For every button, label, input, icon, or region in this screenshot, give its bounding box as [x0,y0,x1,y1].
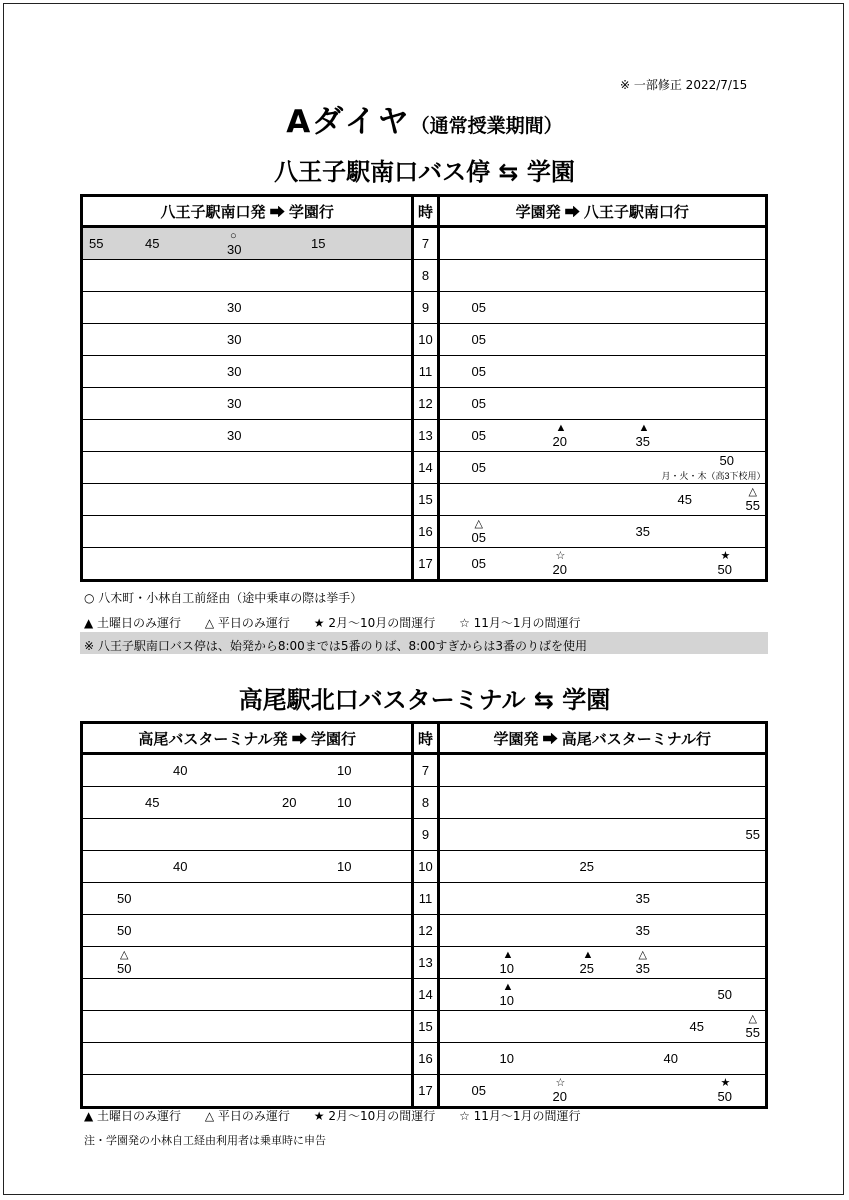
timetable-row [82,754,767,787]
star-filled-icon: ★ [720,1077,731,1089]
hour-header: 時 [413,196,438,227]
departures-return [438,420,766,452]
departures-return [438,452,766,484]
star-filled-icon: ★ [720,550,731,562]
departures-return [438,754,766,787]
timetable-row [82,548,767,581]
hour-cell: 8 [413,787,438,819]
departures-return [438,292,766,324]
section1-title: 八王子駅南口バス停 ⇆ 学園 [274,158,575,186]
departure-minute: 45 [145,795,160,810]
timetable-row [82,819,767,851]
legend-nov-jan: ☆ 11月～1月の間運行 [459,1109,581,1123]
departures-return [438,227,766,260]
departures-outbound [82,1043,413,1075]
page-title [0,96,849,141]
departure-minute: 50 [717,562,733,577]
departure-minute: 20 [552,562,568,577]
left-header: 高尾バスターミナル発 ➡ 学園行 [82,723,413,754]
hour-cell: 11 [413,883,438,915]
legend-sat: ▲ 土曜日のみ運行 [84,1109,182,1123]
departure-minute: 35 [635,434,651,449]
timetable-row [82,227,767,260]
departures-outbound [82,292,413,324]
departures-outbound [82,947,413,979]
departure-minute: 10 [337,859,352,874]
departures-outbound [82,754,413,787]
departures-return [438,883,766,915]
hour-cell: 7 [413,227,438,260]
departure-minute: 35 [635,524,651,539]
departures-outbound [82,356,413,388]
departure-minute: 10 [337,795,352,810]
departure-minute: 50 [117,961,132,976]
departure-minute: 05 [471,556,487,571]
hour-cell: 14 [413,979,438,1011]
hour-cell: 13 [413,420,438,452]
timetable-takao [80,721,768,1109]
hour-header: 時 [413,723,438,754]
departures-outbound [82,452,413,484]
departure-minute: 20 [282,795,297,810]
section2-title: 高尾駅北口バスターミナル ⇆ 学園 [238,686,611,714]
departure-minute: 05 [471,460,487,475]
departure-minute: 10 [499,1051,515,1066]
hour-cell: 16 [413,1043,438,1075]
departures-return [438,1011,766,1043]
tri-open-icon: △ [748,486,758,498]
departure-minute: 30 [227,300,242,315]
departures-outbound [82,227,413,260]
departure-minute: 25 [579,961,595,976]
departure-minute: 05 [471,300,487,315]
departures-return [438,819,766,851]
departure-minute: 45 [145,236,160,251]
right-header: 学園発 ➡ 高尾バスターミナル行 [438,723,766,754]
timetable-row [82,516,767,548]
departure-minute: 10 [499,993,515,1008]
departures-return [438,388,766,420]
hour-cell: 12 [413,915,438,947]
weekday-note: 月・火・木（高3下校用） [661,471,766,481]
tri-open-icon: △ [748,1013,758,1025]
departures-return [438,1043,766,1075]
hour-cell: 12 [413,388,438,420]
departures-outbound [82,324,413,356]
tri-filled-icon: ▲ [582,949,594,961]
departure-minute: 25 [579,859,595,874]
title-sub: （通常授業期間） [410,115,563,137]
tri-open-icon: △ [120,949,129,961]
hour-cell: 7 [413,754,438,787]
departure-minute: 55 [89,236,104,251]
revision-note: ※ 一部修正 2022/7/15 [620,78,748,92]
departure-minute: 55 [745,827,761,842]
departures-outbound [82,516,413,548]
departures-return [438,484,766,516]
departure-minute: 05 [471,530,487,545]
departures-return [438,324,766,356]
tri-open-icon: △ [474,518,484,530]
departure-minute: 05 [471,364,487,379]
departures-outbound [82,1075,413,1108]
departure-minute: 55 [745,1025,761,1040]
departure-minute: 05 [471,428,487,443]
departures-return [438,516,766,548]
departure-minute: 40 [663,1051,679,1066]
departures-outbound [82,548,413,581]
departure-minute: 30 [227,332,242,347]
departures-outbound [82,851,413,883]
timetable-hachioji [80,194,768,582]
legend-feb-oct: ★ 2月～10月の間運行 [313,616,436,630]
departures-outbound [82,883,413,915]
timetable-row [82,324,767,356]
timetable-row [82,1043,767,1075]
hour-cell: 9 [413,819,438,851]
star-open-icon: ☆ [555,1077,566,1089]
timetable-row [82,915,767,947]
departure-minute: 05 [471,396,487,411]
departures-return [438,851,766,883]
departures-return [438,947,766,979]
departure-minute: 30 [227,396,242,411]
legend-nov-jan: ☆ 11月～1月の間運行 [459,616,581,630]
departures-outbound [82,260,413,292]
departure-minute: 30 [227,364,242,379]
departures-outbound [82,915,413,947]
hour-cell: 15 [413,484,438,516]
timetable-row [82,1075,767,1108]
hour-cell: 14 [413,452,438,484]
timetable-row [82,947,767,979]
tri-open-icon: △ [638,949,648,961]
departure-minute: 20 [552,434,568,449]
timetable-row [82,883,767,915]
departure-minute: 10 [337,763,352,778]
tri-filled-icon: ▲ [555,422,567,434]
departures-outbound [82,1011,413,1043]
legend-feb-oct: ★ 2月～10月の間運行 [313,1109,436,1123]
timetable-row [82,851,767,883]
departure-minute: 10 [499,961,515,976]
departure-minute: 05 [471,1083,487,1098]
timetable-row [82,260,767,292]
timetable-row [82,452,767,484]
timetable-row [82,1011,767,1043]
hour-cell: 17 [413,1075,438,1108]
departure-minute: 40 [173,859,188,874]
departure-minute: 15 [311,236,326,251]
departures-return [438,787,766,819]
timetable-row [82,356,767,388]
departures-outbound [82,388,413,420]
title-main: Aダイヤ [286,104,411,140]
departures-return [438,979,766,1011]
departure-minute: 05 [471,332,487,347]
hour-cell: 8 [413,260,438,292]
departures-outbound [82,787,413,819]
departure-minute: 45 [677,492,693,507]
star-open-icon: ☆ [555,550,566,562]
tri-filled-icon: ▲ [502,949,514,961]
timetable-row [82,388,767,420]
hour-cell: 15 [413,1011,438,1043]
hour-cell: 10 [413,851,438,883]
departure-minute: 50 [117,923,132,938]
departure-minute: 50 [117,891,132,906]
legend-weekday: △ 平日のみ運行 [204,616,290,630]
legend-route-note: ○ 八木町・小林自工前経由（途中乗車の際は挙手） [84,591,363,605]
timetable-row [82,420,767,452]
hour-cell: 11 [413,356,438,388]
departure-minute: 40 [173,763,188,778]
timetable-row [82,979,767,1011]
departures-return [438,548,766,581]
hour-cell: 9 [413,292,438,324]
departure-minute: 50 [717,987,733,1002]
tri-filled-icon: ▲ [638,422,650,434]
departure-minute: 45 [689,1019,705,1034]
timetable-row [82,484,767,516]
departures-outbound [82,484,413,516]
hour-cell: 16 [413,516,438,548]
departure-minute: 20 [552,1089,568,1104]
departures-return [438,915,766,947]
note-kobayashi: 注・学園発の小林自工経由利用者は乗車時に申告 [84,1134,326,1147]
stop-note: ※ 八王子駅南口バス停は、始発から8:00までは5番のりば、8:00すぎからは3番のりばを使用 [84,639,588,653]
hour-cell: 17 [413,548,438,581]
departure-minute: 30 [227,242,242,257]
right-header: 学園発 ➡ 八王子駅南口行 [438,196,766,227]
departures-outbound [82,420,413,452]
legend-symbols [84,614,601,631]
departures-return [438,356,766,388]
legend-symbols-2 [84,1107,601,1124]
departures-outbound [82,979,413,1011]
departure-minute: 50 [719,453,735,468]
departure-minute: 55 [745,498,761,513]
legend-weekday: △ 平日のみ運行 [204,1109,290,1123]
departure-minute: 35 [635,891,651,906]
left-header: 八王子駅南口発 ➡ 学園行 [82,196,413,227]
tri-filled-icon: ▲ [502,981,514,993]
departure-minute: 30 [227,428,242,443]
departures-return [438,1075,766,1108]
departure-minute: 50 [717,1089,733,1104]
hour-cell: 10 [413,324,438,356]
departure-minute: 35 [635,923,651,938]
departure-minute: 35 [635,961,651,976]
departures-outbound [82,819,413,851]
hour-cell: 13 [413,947,438,979]
departures-return [438,260,766,292]
timetable-row [82,292,767,324]
legend-sat: ▲ 土曜日のみ運行 [84,616,182,630]
circle-icon: ○ [230,230,237,242]
timetable-row [82,787,767,819]
